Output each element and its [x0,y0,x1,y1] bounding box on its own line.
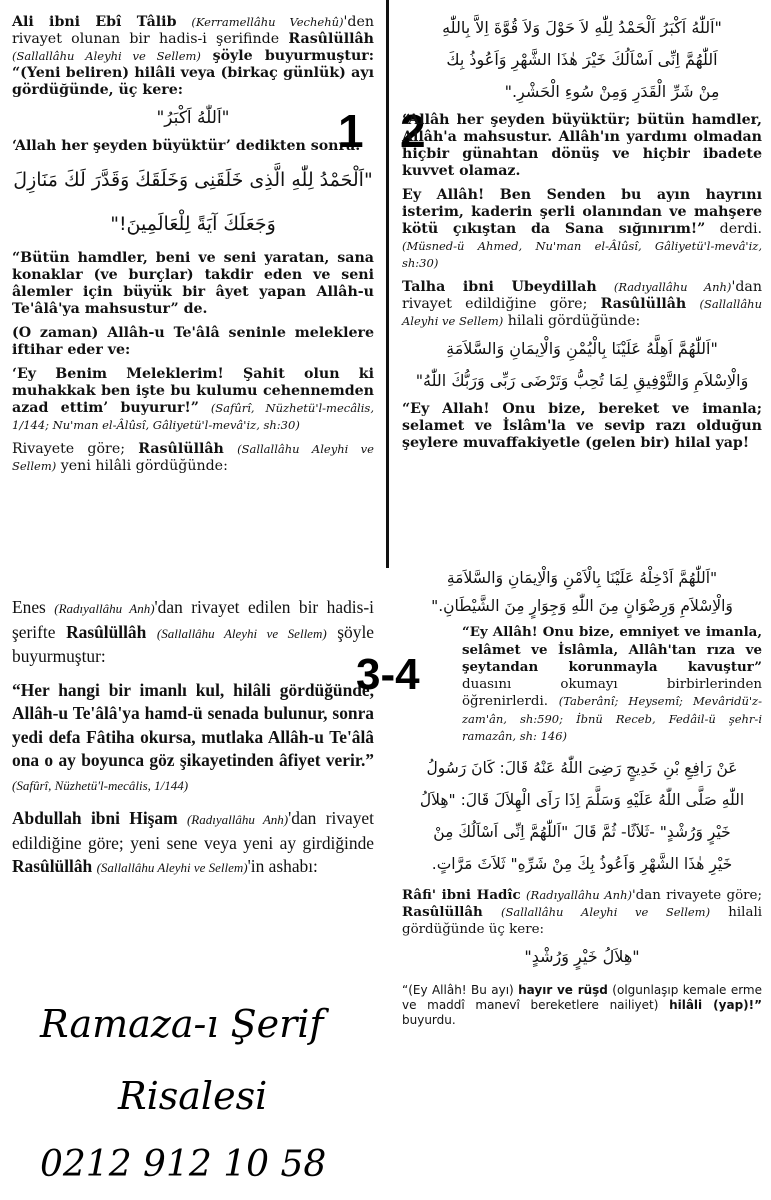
arabic-hadith-4: خَيْرِ هٰذَا الشَّهْرِ وَاَعُوذُ بِكَ مِنْ شَرِّهِ" ثَلاَثَ مَرَّاتٍ. [431,854,733,873]
text: 'dan rivayet edildiğine göre; yeni sene veya yeni ay girdiğinde [12,808,374,853]
arabic-dua-2: وَجَعَلَكَ آيَةً لِلْعَالَمِينَ!" [110,213,276,235]
p2-paragraph-1: “Allâh her şeyden büyüktür; bütün hamdler, Allâh'a mahsustur. Allâh'ın yardımı olmadan hiçbir günahtan dönüş ve hiçbir ibadete kuvvet olamaz. [402,112,762,179]
honorific: (Sallallâhu Aleyhi ve Sellem) [12,49,201,63]
honorific: (Sallallâhu Aleyhi ve Sellem) [12,442,374,473]
section-number-1: 1 [338,105,364,157]
text: ‘Ey Benim Meleklerim! Şahit olun ki muhakkak ben işte bu kulumu cehennemden azad ettim’ buyurur!” [12,366,374,416]
panel-2-text [402,10,762,459]
rasulullah: Rasûlüllâh [288,31,374,47]
rasulullah: Rasûlüllâh [600,296,687,312]
text: hilali gördüğünde üç kere: [402,905,763,937]
honorific: (Sallallâhu Aleyhi ve Sellem) [500,905,711,919]
honorific: (Radıyallâhu Anh) [525,887,632,902]
panel-3-text [12,596,374,887]
source-citation: (Müsned-ü Ahmed, Nu'man el-Âlûsî, Gâliyetü'l-mevâ'iz, sh:30) [402,239,762,270]
p3-paragraph-3 [12,807,374,880]
honorific: (Radıyallâhu Anh) [613,280,732,294]
source-citation: (Taberânî; Heysemî; Mevâridü'z-zam'ân, sh:590; İbnü Receb, Fedâil-ü şehr-i ramazân, sh: 146) [462,694,763,743]
section-number-2: 2 [400,105,426,157]
text: 'dan rivayete göre; [631,887,762,903]
text: yeni hilâli gördüğünde: [60,458,228,474]
honorific: (Sallallâhu Aleyhi ve Sellem) [402,297,762,328]
p1-paragraph-5 [12,366,374,434]
arabic-hadith-3: خَيْرٍ وَرُشْدٍ" -ثَلاَثًا- ثُمَّ قَالَ "اَللّٰهُمَّ اِنِّى اَسْاَلُكَ مِنْ [433,822,731,841]
text: Rivayete göre; [12,441,126,457]
rasulullah: Rasûlüllâh [66,621,147,642]
p4-paragraph-3 [402,983,762,1028]
rasulullah: Rasûlüllâh [402,904,483,920]
arabic-hadith-2: اللّٰهِ صَلَّى اللّٰهُ عَلَيْهِ وَسَلَّمَ اِذَا رَاَى الْهِلاَلَ قَالَ: "هِلاَلُ [419,790,745,809]
text: şöyle buyurmuştur: “(Yeni beliren) hilâli veya (birkaç günlük) ayı gördüğünde, üç kere: [12,48,374,98]
handwritten-title: Ramaza-ı Şerif [40,1002,324,1046]
text: Ey Allâh! Ben Senden bu ayın hayrını isterim, kaderin şerli olanından ve mahşere kötü çıkıştan da Sana sığınırım!” [402,187,762,237]
panel-4 [392,560,771,1200]
panel-2 [392,0,771,560]
p2-paragraph-4: “Ey Allah! Onu bize, bereket ve imanla; selamet ve İslâm'la ve sevip razı olduğun şeylere muvaffakiyetle (gelen bir) hilal yap! [402,401,762,451]
p1-paragraph-4: (O zaman) Allâh-u Te'âlâ seninle meleklere iftihar eder ve: [12,325,374,358]
arabic-dua-3: مِنْ شَرِّ الْقَدَرِ وَمِنْ سُوءِ الْحَشْرِ." [504,82,720,101]
text: hayır ve rüşd [518,983,608,997]
narrator-name: Râfi' ibni Hadîc [402,886,521,903]
panel-4-text [402,564,762,1035]
narrator-name: Ali ibni Ebî Tâlib [12,14,177,30]
p2-paragraph-2 [402,187,762,272]
column-divider [386,0,389,568]
text: 'dan rivayet edilen bir hadis-i şerifte [12,597,374,642]
text: buyurdu. [402,1013,456,1027]
arabic-dua-1: "اَللّٰهُ اَكْبَرُ اَلْحَمْدُ لِلّٰهِ لاَ حَوْلَ وَلاَ قُوَّةَ اِلاَّ بِاللّٰهِ [442,18,722,37]
arabic-dua-4: "اَللّٰهُمَّ اَهِلَّهُ عَلَيْنَا بِالْيُمْنِ وَالْاِيمَانِ وَالسَّلاَمَةِ [446,339,718,358]
text: 'dan rivayet edildiğine göre; [402,279,763,312]
rasulullah: Rasûlüllâh [12,856,93,876]
rasulullah: Rasûlüllâh [138,441,224,457]
p4-paragraph-1 [402,624,762,746]
narrator-name: Enes [12,597,46,617]
p2-paragraph-3 [402,279,762,330]
arabic-hilal: "هِلاَلُ خَيْرٍ وَرُشْدٍ" [524,947,640,966]
source-citation: (Safûrî, Nüzhetü'l-mecâlis, 1/144) [12,777,189,793]
honorific: (Radıyallâhu Anh) [186,812,289,827]
honorific: (Radıyallâhu Anh) [54,601,155,616]
p3-paragraph-2 [12,679,374,798]
honorific: (Kerramellâhu Vechehû) [191,15,344,29]
text: duasını okumayı birbirlerinden öğrenirlerdi. [462,676,762,709]
text: 'in ashabı: [247,856,318,876]
arabic-dua-5: وَالْاِسْلاَمِ وَالتَّوْفِيقِ لِمَا تُحِبُّ وَتَرْضَى رَبِّى وَرَبُّكَ اللّٰهُ" [415,371,749,390]
text: şöyle buyurmuştur: [12,621,374,666]
p1-paragraph-3: “Bütün hamdler, beni ve seni yaratan, sana konaklar (ve burçlar) takdir eden ve seni âlemler için büyük bir âyet yapan Allâh-u Te'âlâ'ya mahsustur” de. [12,250,374,317]
text: hilâli (yap)!” [669,998,762,1012]
arabic-dua-2: وَالْاِسْلاَمِ وَرِضْوَانٍ مِنَ اللّٰهِ وَجِوَارٍ مِنَ الشَّيْطَانِ." [431,597,733,615]
p4-paragraph-2 [402,887,762,939]
p1-paragraph-6 [12,441,374,475]
arabic-dua-1: "اَللّٰهُمَّ اَدْخِلْهُ عَلَيْنَا بِالْاَمْنِ وَالْاِيمَانِ وَالسَّلاَمَةِ [446,569,718,587]
panel-1 [0,0,385,560]
text: hilali gördüğünde: [507,313,641,329]
narrator-name: Abdullah ibni Hişam [12,808,178,828]
text: derdi. [719,221,762,237]
arabic-dua-2: اَللّٰهُمَّ اِنِّى اَسْاَلُكَ خَيْرَ هٰذَا الشَّهْرِ وَاَعُوذُ بِكَ [446,50,718,69]
arabic-dua-1: "اَلْحَمْدُ لِلّٰهِ الَّذِى خَلَقَنِى وَخَلَقَكَ وَقَدَّرَ لَكَ مَنَازِلَ [13,169,373,191]
text: (olgunlaşıp kemale erme ve maddî manevî bereketlere nailiyet) [402,983,762,1012]
text: “(Ey Allâh! Bu ayı) [402,983,514,997]
handwritten-phone: 0212 912 10 58 [40,1144,327,1185]
source-citation: (Safûrî, Nüzhetü'l-mecâlis, 1/144; Nu'man el-Âlûsî, Gâliyetü'l-mevâ'iz, sh:30) [12,401,374,432]
narrator-name: Talha ibni Ubeydillah [402,279,597,295]
text: “Her hangi bir imanlı kul, hilâli gördüğünde, Allâh-u Te'âlâ'ya hamd-ü senada bulunur, sonra yedi defa Fâtiha okursa, mutlaka Allâh-u Te'âlâ ona o ay boyunca göz şikayetinden âfiyet verir.” [12,679,374,770]
text: “Ey Allâh! Onu bize, emniyet ve imanla, selâmet ve İslâmla, Allâh'tan rıza ve şeytandan korunmayla kavuştur” [462,624,762,675]
text: 'den rivayet olunan bir hadis-i şerifinde [12,14,375,47]
p3-paragraph-1 [12,596,374,669]
honorific: (Sallallâhu Aleyhi ve Sellem) [96,860,248,875]
section-number-3-4: 3-4 [356,650,420,699]
p1-paragraph-2: ‘Allah her şeyden büyüktür’ dedikten sonra: [12,138,361,154]
arabic-takbir: "اَللّٰهُ اَكْبَرُ" [156,108,230,128]
handwritten-subtitle: Risalesi [118,1074,268,1118]
honorific: (Sallallâhu Aleyhi ve Sellem) [156,625,327,641]
panel-3 [0,560,385,1200]
p1-paragraph-1 [12,14,374,99]
arabic-hadith-1: عَنْ رَافِعِ بْنِ خَدِيجٍ رَضِىَ اللّٰهُ عَنْهُ قَالَ: كَانَ رَسُولُ [426,758,738,777]
panel-1-text [12,14,374,482]
